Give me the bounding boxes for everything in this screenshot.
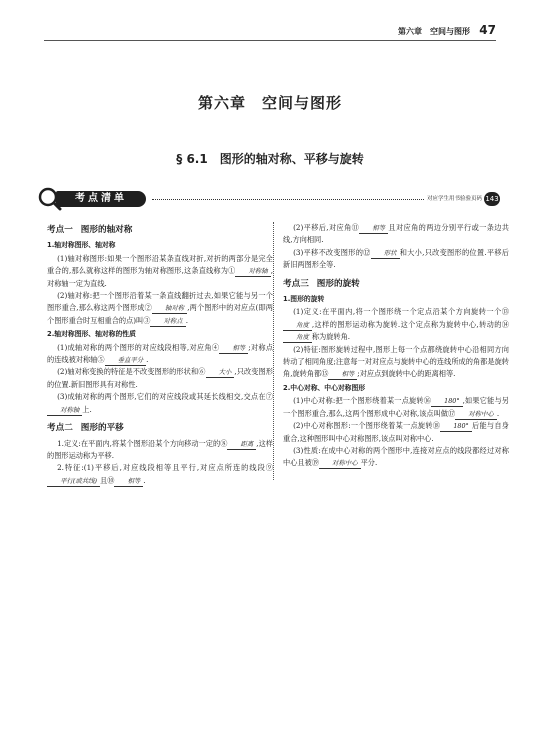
topic-title: 图形的轴对称 [80,225,133,235]
running-header [0,22,540,42]
topic-heading [47,224,273,236]
answer-blank: 相等 [328,370,357,380]
paragraph [47,290,273,327]
paragraph [283,306,509,343]
subheading: 2.轴对称图形、轴对称的性质 [47,330,136,339]
answer-blank: 距离 [227,440,256,450]
paragraph [47,462,273,487]
text: (2)特征:图形旋转过程中,图形上每一个点都绕旋转中心沿相同方向转动了相同角度;注意每一对对应点与旋转中心的连线所成的角都是旋转角,旋转角都⑮ [283,344,509,379]
paragraph [47,253,273,290]
answer-blank: 相等 [359,224,388,234]
banner-dots [152,199,424,200]
text: (1)定义:在平面内,将一个图形绕一个定点沿某个方向旋转一个⑬ [293,307,509,317]
header-text: 第六章 空间与图形 [398,27,470,36]
answer-blank: 对称中心 [319,459,361,469]
text: ,对称轴一定为直线. [47,266,273,288]
paragraph [283,247,509,272]
paragraph [47,342,273,367]
text: (1)轴对称图形:如果一个图形沿某条直线对折,对折的两部分是完全重合的,那么就称这样的图形为轴对称图形,这条直线称为① [47,253,273,276]
answer-blank: 形状 [371,249,400,259]
answer-blank: 180° [431,397,462,407]
text: 2.特征:(1)平移后,对应线段相等且平行,对应点所连的线段⑨ [57,463,273,473]
paragraph [47,366,273,391]
text: 称为旋转角. [311,332,351,342]
answer-blank: 大小 [206,368,235,378]
answer-blank: 垂直平分 [105,356,147,366]
banner-count-badge: 143 [484,192,500,206]
text: (1)成轴对称的两个图形的对应线段相等,对应角④ [57,342,220,352]
paragraph [283,395,509,420]
column-divider [273,222,274,480]
text: (2)轴对称:把一个图形沿着某一条直线翻折过去,如果它能与另一个图形重合,那么称这两个图形成② [47,291,273,313]
topic-number: 考点二 [47,423,73,434]
text: 且对应角的两边分别平行或一条边共线,方向相同. [283,223,509,245]
answer-blank: 角度 [283,333,312,343]
paragraph [283,344,509,381]
text: . [143,475,146,485]
paragraph [283,445,509,470]
text: 1.定义:在平面内,将某个图形沿某个方向移动一定的⑧ [57,438,228,448]
text: (2)中心对称图形:一个图形绕着某一点旋转⑱ [293,421,441,431]
topic-heading [47,422,273,434]
paragraph [47,438,273,463]
header-rule [44,40,496,41]
subheading: 1.轴对称图形、轴对称 [47,241,116,250]
subheading: 1.图形的旋转 [283,295,325,304]
text: ,只改变图形的位置.新旧图形具有对称性. [47,367,273,389]
answer-blank: 对称轴 [47,406,82,416]
topic-title: 图形的平移 [80,423,124,434]
chapter-title: 第六章 空间与图形 [197,94,342,112]
text: 平分. [360,458,378,468]
subheading: 2.中心对称、中心对称图形 [283,383,366,392]
banner-note: 对应学生用书验验页码 [426,196,482,202]
page-number: 47 [479,23,496,37]
left-column [47,222,273,487]
text: ;对应点到旋转中心的距离相等. [357,369,456,379]
text: ,这样的图形运动称为平移. [47,438,273,460]
topic-title: 图形的旋转 [316,278,360,289]
answer-blank: 平行(或共线) [47,477,100,487]
topic-heading [283,278,509,290]
answer-blank: 对称点 [150,317,185,327]
section-banner [38,187,500,211]
topic-number: 考点三 [283,278,309,289]
topic-number: 考点一 [47,225,73,235]
section-title: § 6.1 图形的轴对称、平移与旋转 [176,152,364,166]
text: 和大小,只改变图形的位置.平移后新旧两图形全等. [283,247,509,270]
answer-blank: 角度 [283,321,312,331]
text: (3)性质:在成中心对称的两个图形中,连接对应点的线段都经过对称中心且被⑲ [283,445,509,468]
answer-blank: 对称轴 [235,267,270,277]
text: . [185,315,188,325]
text: (3)成轴对称的两个图形,它们的对应线段或其延长线相交,交点在⑦ [57,392,273,402]
text: 且⑩ [100,475,115,485]
answer-blank: 轴对称 [152,304,187,314]
text: (3)平移不改变图形的⑫ [293,247,371,257]
answer-blank: 180° [440,422,471,432]
text: (1)中心对称:把一个图形绕着某一点旋转⑯ [293,396,432,406]
text: ,如果它能与另一个图形重合,那么,这两个图形成中心对称,该点叫做⑰ [283,396,509,418]
text: 后能与自身重合,这种图形叫中心对称图形,该点叫对称中心. [283,421,509,443]
text: ,两个图形中的对应点(即两个图形重合时互相重合的点)叫③ [47,303,273,325]
paragraph [47,391,273,416]
text: . [146,355,149,365]
text: ,这样的图形运动称为旋转.这个定点称为旋转中心,转动的⑭ [311,319,509,329]
text: (2)平移后,对应角⑪ [293,223,360,232]
answer-blank: 相等 [219,344,248,354]
paragraph [283,222,509,247]
text: 上. [82,404,92,414]
text: . [496,408,500,418]
paragraph [283,420,509,445]
text: (2)轴对称变换的特征是不改变图形的形状和⑥ [57,367,206,377]
banner-label: 考点清单 [56,191,146,207]
answer-blank: 相等 [114,477,143,487]
answer-blank: 对称中心 [455,410,497,420]
right-column [283,222,509,470]
text: ;对称点的连线被对称轴⑤ [47,342,273,365]
